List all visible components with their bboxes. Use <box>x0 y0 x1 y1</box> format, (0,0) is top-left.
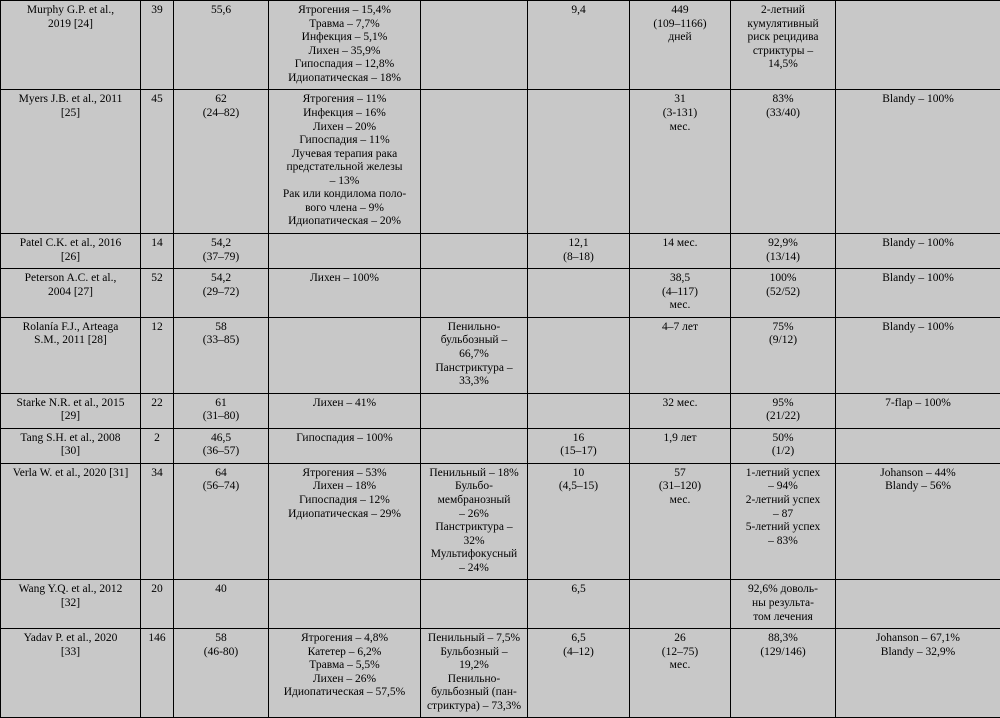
cell-line: 6,5 <box>532 583 625 597</box>
cell-line: Гипоспадия – 12% <box>273 494 416 508</box>
length-cell <box>528 90 630 234</box>
followup-cell <box>630 234 731 269</box>
cell-line: 54,2 <box>178 272 264 286</box>
cell-line: Wang Y.Q. et al., 2012 <box>5 583 136 597</box>
cell-line: Tang S.H. et al., 2008 <box>5 432 136 446</box>
cell-line: бульбозный – 66,7% <box>425 334 523 361</box>
cell-line: (46-80) <box>178 646 264 660</box>
etiology-cell <box>269 269 421 318</box>
success-cell <box>731 269 836 318</box>
length-cell <box>528 393 630 428</box>
cell-line: 40 <box>178 583 264 597</box>
cell-line: мембранозный <box>425 494 523 508</box>
cell-line: Травма – 5,5% <box>273 659 416 673</box>
patients-count-cell <box>141 317 174 393</box>
cell-line: 95% <box>735 397 831 411</box>
technique-cell <box>836 1 1000 90</box>
patients-count-cell <box>141 463 174 580</box>
patients-count-cell <box>141 580 174 629</box>
cell-line: (37–79) <box>178 251 264 265</box>
etiology-cell <box>269 428 421 463</box>
cell-line: Мультифокусный <box>425 548 523 562</box>
technique-cell <box>836 234 1000 269</box>
age-cell <box>174 428 269 463</box>
followup-cell <box>630 317 731 393</box>
cell-line: [33] <box>5 646 136 660</box>
cell-line: – 26% <box>425 508 523 522</box>
followup-cell <box>630 629 731 718</box>
cell-line: [30] <box>5 445 136 459</box>
study-cell <box>1 90 141 234</box>
followup-cell <box>630 463 731 580</box>
cell-line: Гипоспадия – 11% <box>273 134 416 148</box>
success-cell <box>731 317 836 393</box>
cell-line: (109–1166) <box>634 18 726 32</box>
etiology-cell <box>269 463 421 580</box>
cell-line: 58 <box>178 321 264 335</box>
cell-line: 2004 [27] <box>5 286 136 300</box>
cell-line: Лихен – 26% <box>273 673 416 687</box>
cell-line: 100% <box>735 272 831 286</box>
cell-line: Гипоспадия – 12,8% <box>273 58 416 72</box>
cell-line: Blandy – 56% <box>840 480 996 494</box>
cell-line: (1/2) <box>735 445 831 459</box>
patients-count-cell <box>141 393 174 428</box>
age-cell <box>174 269 269 318</box>
technique-cell <box>836 90 1000 234</box>
cell-line: Ятрогения – 15,4% <box>273 4 416 18</box>
age-cell <box>174 629 269 718</box>
cell-line: кумулятивный <box>735 18 831 32</box>
study-cell <box>1 269 141 318</box>
cell-line: (8–18) <box>532 251 625 265</box>
cell-line: 10 <box>532 467 625 481</box>
table-row <box>1 90 1000 234</box>
cell-line: (56–74) <box>178 480 264 494</box>
table-row <box>1 234 1000 269</box>
age-cell <box>174 393 269 428</box>
cell-line: Лихен – 20% <box>273 121 416 135</box>
cell-line: – 83% <box>735 535 831 549</box>
cell-line: 88,3% <box>735 632 831 646</box>
cell-line: 26 <box>634 632 726 646</box>
cell-line: 12 <box>145 321 169 335</box>
technique-cell <box>836 580 1000 629</box>
cell-line: Ятрогения – 53% <box>273 467 416 481</box>
cell-line: 19,2% <box>425 659 523 673</box>
patients-count-cell <box>141 629 174 718</box>
length-cell <box>528 428 630 463</box>
cell-line: 1,9 лет <box>634 432 726 446</box>
etiology-cell <box>269 393 421 428</box>
cell-line: Blandy – 100% <box>840 272 996 286</box>
success-cell <box>731 428 836 463</box>
cell-line: Peterson A.C. et al., <box>5 272 136 286</box>
cell-line: Инфекция – 5,1% <box>273 31 416 45</box>
technique-cell <box>836 428 1000 463</box>
study-cell <box>1 629 141 718</box>
cell-line: Rolanía F.J., Arteaga <box>5 321 136 335</box>
etiology-cell <box>269 234 421 269</box>
cell-line: 2-летний успех <box>735 494 831 508</box>
cell-line: 92,6% доволь- <box>735 583 831 597</box>
table-row <box>1 463 1000 580</box>
followup-cell <box>630 580 731 629</box>
location-cell <box>421 90 528 234</box>
cell-line: (24–82) <box>178 107 264 121</box>
cell-line: [32] <box>5 597 136 611</box>
cell-line: (13/14) <box>735 251 831 265</box>
cell-line: [25] <box>5 107 136 121</box>
success-cell <box>731 1 836 90</box>
cell-line: Катетер – 6,2% <box>273 646 416 660</box>
cell-line: 33,3% <box>425 375 523 389</box>
success-cell <box>731 393 836 428</box>
cell-line: мес. <box>634 299 726 313</box>
age-cell <box>174 1 269 90</box>
table-row <box>1 428 1000 463</box>
cell-line: 50% <box>735 432 831 446</box>
technique-cell <box>836 269 1000 318</box>
cell-line: 34 <box>145 467 169 481</box>
cell-line: 58 <box>178 632 264 646</box>
cell-line: (3-131) <box>634 107 726 121</box>
cell-line: 2-летний <box>735 4 831 18</box>
cell-line: Ятрогения – 4,8% <box>273 632 416 646</box>
table-row <box>1 269 1000 318</box>
cell-line: Идиопатическая – 29% <box>273 508 416 522</box>
length-cell <box>528 234 630 269</box>
length-cell <box>528 629 630 718</box>
cell-line: Myers J.B. et al., 2011 <box>5 93 136 107</box>
length-cell <box>528 463 630 580</box>
cell-line: Бульбо- <box>425 480 523 494</box>
patients-count-cell <box>141 269 174 318</box>
cell-line: Blandy – 32,9% <box>840 646 996 660</box>
cell-line: (52/52) <box>735 286 831 300</box>
study-cell <box>1 463 141 580</box>
table-row <box>1 1 1000 90</box>
technique-cell <box>836 393 1000 428</box>
patients-count-cell <box>141 90 174 234</box>
cell-line: 46,5 <box>178 432 264 446</box>
technique-cell <box>836 463 1000 580</box>
cell-line: (31–80) <box>178 410 264 424</box>
cell-line: Лучевая терапия рака <box>273 148 416 162</box>
study-cell <box>1 1 141 90</box>
cell-line: 5-летний успех <box>735 521 831 535</box>
study-cell <box>1 234 141 269</box>
cell-line: 55,6 <box>178 4 264 18</box>
cell-line: 20 <box>145 583 169 597</box>
study-cell <box>1 428 141 463</box>
cell-line: Blandy – 100% <box>840 93 996 107</box>
patients-count-cell <box>141 428 174 463</box>
table-body <box>1 1 1000 718</box>
cell-line: Johanson – 44% <box>840 467 996 481</box>
cell-line: Идиопатическая – 18% <box>273 72 416 86</box>
cell-line: 83% <box>735 93 831 107</box>
study-cell <box>1 317 141 393</box>
cell-line: Verla W. et al., 2020 [31] <box>5 467 136 481</box>
cell-line: 146 <box>145 632 169 646</box>
cell-line: 6,5 <box>532 632 625 646</box>
cell-line: вого члена – 9% <box>273 202 416 216</box>
cell-line: Blandy – 100% <box>840 237 996 251</box>
location-cell <box>421 317 528 393</box>
cell-line: 61 <box>178 397 264 411</box>
location-cell <box>421 1 528 90</box>
cell-line: 7-flap – 100% <box>840 397 996 411</box>
length-cell <box>528 1 630 90</box>
cell-line: (31–120) <box>634 480 726 494</box>
cell-line: 12,1 <box>532 237 625 251</box>
success-cell <box>731 629 836 718</box>
cell-line: 9,4 <box>532 4 625 18</box>
age-cell <box>174 234 269 269</box>
cell-line: Инфекция – 16% <box>273 107 416 121</box>
cell-line: 2019 [24] <box>5 18 136 32</box>
cell-line: 92,9% <box>735 237 831 251</box>
cell-line: Идиопатическая – 20% <box>273 215 416 229</box>
cell-line: Панстриктура – <box>425 362 523 376</box>
cell-line: стриктуры – <box>735 45 831 59</box>
cell-line: 4–7 лет <box>634 321 726 335</box>
cell-line: (36–57) <box>178 445 264 459</box>
cell-line: 14,5% <box>735 58 831 72</box>
cell-line: – 13% <box>273 175 416 189</box>
etiology-cell <box>269 90 421 234</box>
location-cell <box>421 463 528 580</box>
table-row <box>1 580 1000 629</box>
cell-line: 54,2 <box>178 237 264 251</box>
cell-line: 57 <box>634 467 726 481</box>
cell-line: стриктура) – 73,3% <box>425 700 523 714</box>
cell-line: (33–85) <box>178 334 264 348</box>
location-cell <box>421 428 528 463</box>
cell-line: Лихен – 41% <box>273 397 416 411</box>
cell-line: Ятрогения – 11% <box>273 93 416 107</box>
cell-line: Пенильный – 18% <box>425 467 523 481</box>
cell-line: (33/40) <box>735 107 831 121</box>
location-cell <box>421 393 528 428</box>
cell-line: 16 <box>532 432 625 446</box>
cell-line: 449 <box>634 4 726 18</box>
cell-line: 39 <box>145 4 169 18</box>
cell-line: том лечения <box>735 611 831 625</box>
patients-count-cell <box>141 1 174 90</box>
followup-cell <box>630 90 731 234</box>
cell-line: Лихен – 35,9% <box>273 45 416 59</box>
cell-line: Лихен – 100% <box>273 272 416 286</box>
cell-line: 45 <box>145 93 169 107</box>
cell-line: [26] <box>5 251 136 265</box>
cell-line: Пенильный – 7,5% <box>425 632 523 646</box>
cell-line: 32% <box>425 535 523 549</box>
etiology-cell <box>269 580 421 629</box>
cell-line: 1-летний успех <box>735 467 831 481</box>
etiology-cell <box>269 1 421 90</box>
cell-line: 32 мес. <box>634 397 726 411</box>
cell-line: дней <box>634 31 726 45</box>
age-cell <box>174 317 269 393</box>
followup-cell <box>630 393 731 428</box>
location-cell <box>421 580 528 629</box>
cell-line: 75% <box>735 321 831 335</box>
location-cell <box>421 629 528 718</box>
cell-line: ны результа- <box>735 597 831 611</box>
cell-line: – 94% <box>735 480 831 494</box>
cell-line: 52 <box>145 272 169 286</box>
location-cell <box>421 269 528 318</box>
cell-line: 14 мес. <box>634 237 726 251</box>
success-cell <box>731 90 836 234</box>
technique-cell <box>836 629 1000 718</box>
cell-line: (9/12) <box>735 334 831 348</box>
cell-line: S.M., 2011 [28] <box>5 334 136 348</box>
table-row <box>1 393 1000 428</box>
cell-line: мес. <box>634 659 726 673</box>
cell-line: Patel C.K. et al., 2016 <box>5 237 136 251</box>
cell-line: Blandy – 100% <box>840 321 996 335</box>
cell-line: (4,5–15) <box>532 480 625 494</box>
age-cell <box>174 463 269 580</box>
table-row <box>1 317 1000 393</box>
study-cell <box>1 393 141 428</box>
cell-line: – 24% <box>425 562 523 576</box>
cell-line: (29–72) <box>178 286 264 300</box>
followup-cell <box>630 1 731 90</box>
cell-line: Травма – 7,7% <box>273 18 416 32</box>
etiology-cell <box>269 317 421 393</box>
cell-line: 14 <box>145 237 169 251</box>
cell-line: Гипоспадия – 100% <box>273 432 416 446</box>
cell-line: 2 <box>145 432 169 446</box>
etiology-cell <box>269 629 421 718</box>
cell-line: (21/22) <box>735 410 831 424</box>
cell-line: Starke N.R. et al., 2015 <box>5 397 136 411</box>
table-row <box>1 629 1000 718</box>
cell-line: Идиопатическая – 57,5% <box>273 686 416 700</box>
cell-line: мес. <box>634 494 726 508</box>
study-cell <box>1 580 141 629</box>
cell-line: 31 <box>634 93 726 107</box>
cell-line: Бульбозный – <box>425 646 523 660</box>
cell-line: (4–12) <box>532 646 625 660</box>
cell-line: Рак или кондилома поло- <box>273 188 416 202</box>
success-cell <box>731 234 836 269</box>
location-cell <box>421 234 528 269</box>
followup-cell <box>630 269 731 318</box>
patients-count-cell <box>141 234 174 269</box>
cell-line: Панстриктура – <box>425 521 523 535</box>
cell-line: 22 <box>145 397 169 411</box>
cell-line: (129/146) <box>735 646 831 660</box>
success-cell <box>731 580 836 629</box>
cell-line: – 87 <box>735 508 831 522</box>
cell-line: Лихен – 18% <box>273 480 416 494</box>
cell-line: (15–17) <box>532 445 625 459</box>
cell-line: (4–117) <box>634 286 726 300</box>
cell-line: Johanson – 67,1% <box>840 632 996 646</box>
cell-line: мес. <box>634 121 726 135</box>
cell-line: [29] <box>5 410 136 424</box>
cell-line: (12–75) <box>634 646 726 660</box>
success-cell <box>731 463 836 580</box>
cell-line: 64 <box>178 467 264 481</box>
age-cell <box>174 580 269 629</box>
cell-line: Пенильно- <box>425 321 523 335</box>
cell-line: бульбозный (пан- <box>425 686 523 700</box>
length-cell <box>528 580 630 629</box>
cell-line: 62 <box>178 93 264 107</box>
age-cell <box>174 90 269 234</box>
length-cell <box>528 269 630 318</box>
length-cell <box>528 317 630 393</box>
cell-line: Yadav P. et al., 2020 <box>5 632 136 646</box>
cell-line: риск рецидива <box>735 31 831 45</box>
cell-line: предстательной железы <box>273 161 416 175</box>
technique-cell <box>836 317 1000 393</box>
cell-line: Murphy G.P. et al., <box>5 4 136 18</box>
cell-line: Пенильно- <box>425 673 523 687</box>
cell-line: 38,5 <box>634 272 726 286</box>
followup-cell <box>630 428 731 463</box>
